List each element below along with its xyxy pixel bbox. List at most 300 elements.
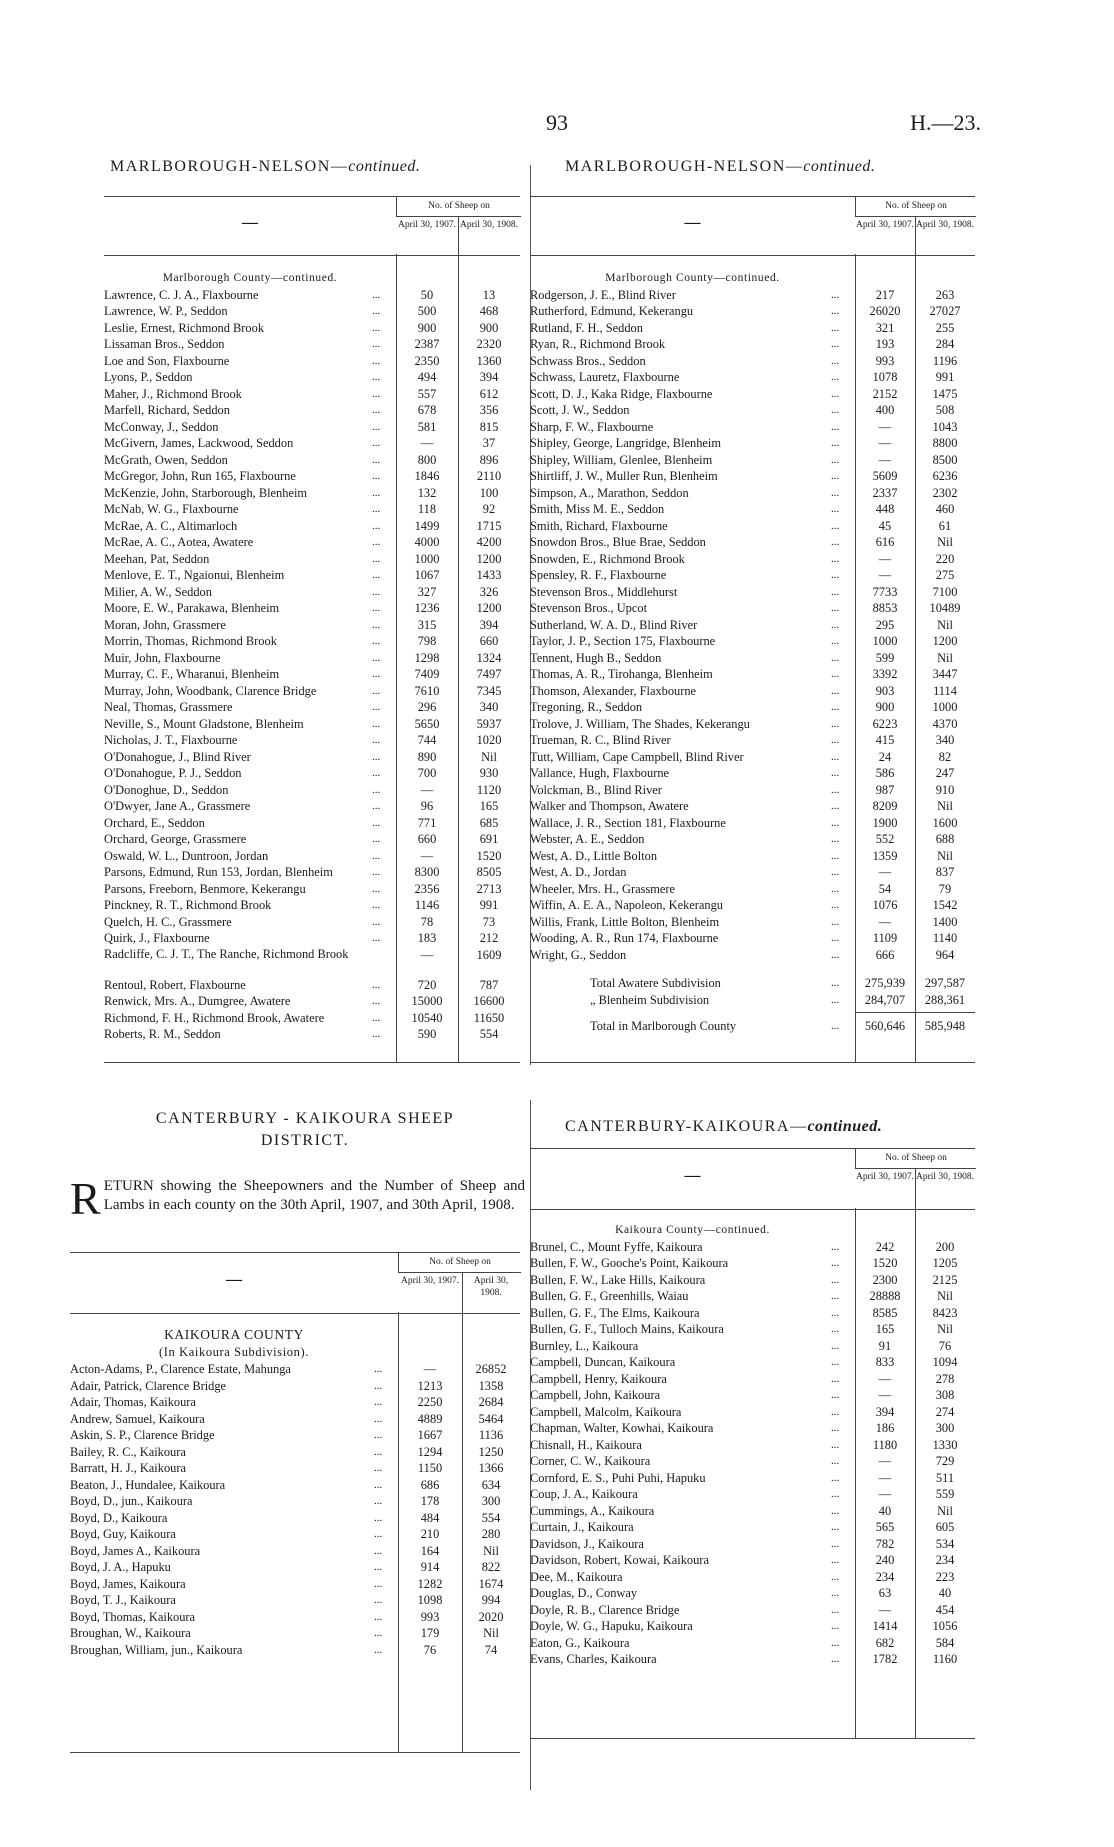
sheep-1908: 16600: [473, 994, 505, 1008]
sheep-1908: 247: [935, 766, 955, 780]
table-row: [530, 798, 975, 815]
table-row: [104, 699, 520, 716]
sheep-1907: 8209: [872, 799, 898, 813]
owner-name: Broughan, William, jun., Kaikoura: [70, 1642, 243, 1657]
table-row: [530, 287, 975, 304]
sheep-1907: —: [878, 1454, 892, 1468]
sheep-1908: 688: [935, 832, 955, 846]
sheep-1907: —: [878, 1487, 892, 1501]
owner-name: McNab, W. G., Flaxbourne: [104, 502, 239, 516]
sheep-1907: 1782: [872, 1652, 898, 1666]
table-row: [530, 567, 975, 584]
leader-dots: ...: [831, 734, 840, 746]
table-bottom-rule: [104, 1062, 520, 1063]
table-row: [530, 1536, 975, 1553]
table-row: [70, 1559, 520, 1576]
leader-dots: ...: [372, 932, 381, 944]
sheep-1908: 74: [484, 1642, 498, 1657]
owner-name: Neal, Thomas, Grassmere: [104, 700, 233, 714]
sheep-1908: 5937: [476, 716, 502, 731]
table-row: [530, 666, 975, 683]
sheep-1907: 586: [875, 766, 895, 780]
leader-dots: ...: [831, 1620, 840, 1632]
sheep-1908: 8500: [932, 452, 958, 467]
sheep-1907: 800: [417, 452, 437, 467]
leader-dots: ...: [831, 1389, 840, 1401]
table-row: [104, 666, 520, 683]
owner-name: Quelch, H. C., Grassmere: [104, 914, 232, 929]
leader-dots: ...: [374, 1462, 383, 1474]
sheep-1907: 4889: [417, 1411, 443, 1426]
leader-dots: ...: [372, 684, 381, 697]
leader-dots: ...: [831, 470, 840, 482]
total-label: „ Blenheim Subdivision: [590, 992, 710, 1007]
sheep-1907: 78: [420, 914, 434, 929]
leader-dots: ...: [372, 800, 381, 812]
table-row: [104, 435, 520, 452]
owner-name: Oswald, W. L., Duntroon, Jordan: [104, 848, 269, 863]
sheep-1908: 2302: [932, 485, 958, 500]
owner-name: Curtain, J., Kaikoura: [530, 1520, 634, 1534]
owner-name: Morrin, Thomas, Richmond Brook: [104, 634, 277, 648]
sheep-1907: 798: [417, 634, 437, 648]
owner-name: Lawrence, W. P., Seddon: [104, 304, 228, 318]
sheep-1907: 700: [417, 766, 437, 780]
total-row: [530, 992, 975, 1009]
sheep-1908: 26852: [475, 1362, 507, 1376]
sheep-1907: 1414: [872, 1619, 898, 1633]
totals-spacer: [530, 963, 975, 975]
owner-name: Wright, G., Seddon: [530, 947, 627, 962]
sheep-1908: 554: [479, 1027, 499, 1041]
owner-name: McConway, J., Seddon: [104, 419, 219, 434]
sheep-1908: 991: [935, 370, 955, 384]
table-row: [530, 1618, 975, 1635]
table-row: [70, 1411, 520, 1428]
table-row: [530, 683, 975, 700]
sheep-1908: 212: [479, 931, 499, 945]
leader-dots: ...: [374, 1610, 383, 1623]
leader-dots: ...: [372, 701, 381, 713]
owner-name: Rentoul, Robert, Flaxbourne: [104, 977, 246, 992]
leader-dots: ...: [831, 816, 840, 829]
leader-dots: ...: [372, 486, 381, 499]
sheep-1907: 394: [875, 1404, 895, 1419]
sheep-1907: 1076: [872, 898, 898, 912]
sheep-1908: 1205: [932, 1256, 958, 1270]
leader-dots: ...: [372, 750, 381, 763]
owner-name: Chisnall, H., Kaikoura: [530, 1437, 642, 1452]
table-row: [530, 831, 975, 848]
owner-name: Bullen, G. F., The Elms, Kaikoura: [530, 1305, 700, 1320]
table-row: [530, 1321, 975, 1338]
sheep-1907: 1298: [414, 650, 440, 665]
owner-name: Bullen, F. W., Gooche's Point, Kaikoura: [530, 1256, 729, 1270]
total-row: [530, 1018, 975, 1035]
owner-name: Wiffin, A. E. A., Napoleon, Kekerangu: [530, 898, 724, 912]
sheep-1908: 1475: [932, 386, 958, 401]
leader-dots: ...: [831, 536, 840, 548]
leader-dots: ...: [374, 1511, 383, 1524]
county-subhead: Marlborough County—continued.: [605, 272, 780, 284]
sheep-1907: 8585: [872, 1305, 898, 1320]
total-1908: 288,361: [924, 992, 966, 1007]
table-row: [530, 435, 975, 452]
sheep-1907: 590: [417, 1027, 437, 1041]
sheep-1907: 183: [417, 931, 437, 945]
sheep-1907: —: [878, 551, 892, 566]
table-row: [530, 864, 975, 881]
sheep-1908: 4200: [476, 535, 502, 549]
owner-name: Adair, Thomas, Kaikoura: [70, 1395, 196, 1409]
sheep-1907: 914: [420, 1560, 440, 1574]
sheep-1908: 2320: [476, 337, 502, 351]
sheep-1908: 1136: [478, 1428, 504, 1442]
table-row: [530, 402, 975, 419]
owner-name: Brunel, C., Mount Fyffe, Kaikoura: [530, 1239, 703, 1254]
sheep-1908: Nil: [937, 535, 953, 549]
section-title-ck-left: CANTERBURY - KAIKOURA SHEEP DISTRICT.: [155, 1110, 455, 1149]
drop-cap: R: [70, 1173, 101, 1224]
owner-name: O'Donoghue, D., Seddon: [104, 782, 229, 797]
owner-name: Smith, Richard, Flaxbourne: [530, 518, 668, 533]
sheep-1908: 1120: [476, 782, 502, 797]
table-row: [104, 683, 520, 700]
sheep-1908: 1200: [932, 634, 958, 648]
table-row: [104, 633, 520, 650]
table-row: [104, 831, 520, 848]
table-row: [530, 501, 975, 518]
owner-name: Murray, C. F., Wharanui, Blenheim: [104, 667, 280, 681]
owner-name: O'Donahogue, P. J., Seddon: [104, 766, 242, 780]
sheep-1907: —: [878, 1388, 892, 1402]
owner-name: Smith, Miss M. E., Seddon: [530, 502, 665, 516]
owner-name: Snowdon Bros., Blue Brae, Seddon: [530, 535, 706, 549]
section-title-mn-left: MARLBOROUGH-NELSON—continued.: [110, 158, 421, 175]
leader-dots: ...: [372, 338, 381, 350]
leader-dots: ...: [831, 1488, 840, 1500]
table-row: [104, 336, 520, 353]
sheep-1907: 771: [417, 815, 437, 830]
county-subhead: Kaikoura County—continued.: [615, 1224, 770, 1236]
table-row: [530, 930, 975, 947]
owner-name: Trolove, J. William, The Shades, Kekerangu: [530, 716, 750, 731]
sheep-1908: 79: [938, 881, 952, 896]
sheep-1907: 616: [875, 535, 895, 549]
leader-dots: ...: [374, 1561, 383, 1573]
sheep-1907: 599: [875, 650, 895, 665]
sheep-1907: —: [878, 914, 892, 929]
sheep-1907: 76: [423, 1642, 437, 1657]
sheep-1908: 1358: [478, 1378, 504, 1393]
leader-dots: ...: [374, 1643, 383, 1656]
sheep-1907: 1282: [417, 1576, 443, 1591]
sheep-1907: 1294: [417, 1444, 443, 1459]
leader-dots: ...: [374, 1429, 383, 1441]
sheep-1907: 10540: [411, 1010, 443, 1025]
leader-dots: ...: [831, 1306, 840, 1319]
leader-dots: ...: [372, 519, 381, 532]
leader-dots: ...: [372, 1011, 381, 1024]
sheep-1907: 295: [875, 617, 895, 632]
sheep-1908: 1330: [932, 1437, 958, 1452]
sheep-1907: 833: [875, 1355, 895, 1369]
sheep-1907: 500: [417, 304, 437, 318]
sheep-1907: 2300: [872, 1272, 898, 1287]
county-subhead: Marlborough County—continued.: [162, 272, 338, 284]
owner-name: Burnley, L., Kaikoura: [530, 1338, 639, 1353]
table-row: [530, 1437, 975, 1454]
sheep-1908: 991: [479, 898, 499, 912]
leader-dots: ...: [831, 569, 840, 581]
table-row: [530, 897, 975, 914]
owner-name: Orchard, E., Seddon: [104, 815, 205, 830]
sheep-1908: 6236: [932, 469, 958, 483]
sheep-1907: 2250: [417, 1395, 443, 1409]
leader-dots: ...: [372, 420, 381, 433]
sheep-1908: 837: [935, 865, 955, 879]
total-1907: 560,646: [864, 1019, 906, 1033]
sheep-1908: 534: [935, 1536, 955, 1551]
sheep-1907: 91: [878, 1338, 892, 1353]
sheep-1907: 186: [875, 1421, 895, 1435]
owner-name: Bullen, F. W., Lake Hills, Kaikoura: [530, 1272, 706, 1287]
owner-name: Coup, J. A., Kaikoura: [530, 1487, 638, 1501]
leader-dots: ...: [831, 833, 840, 845]
owner-name: McGrath, Owen, Seddon: [104, 452, 228, 467]
owner-name: Lissaman Bros., Seddon: [104, 337, 225, 351]
sheep-1908: 1433: [476, 568, 502, 582]
sheep-1908: 1250: [478, 1444, 504, 1459]
owner-name: Maher, J., Richmond Brook: [104, 386, 242, 401]
sheep-1908: 394: [479, 370, 499, 384]
table-row: [104, 914, 520, 931]
table-row: [530, 303, 975, 320]
owner-name: Chapman, Walter, Kowhai, Kaikoura: [530, 1421, 714, 1435]
table-row: [104, 501, 520, 518]
table-row: [70, 1526, 520, 1543]
owner-name: O'Donahogue, J., Blind River: [104, 749, 251, 764]
sheep-1908: 685: [479, 815, 499, 830]
sheep-1908: 454: [935, 1602, 955, 1617]
leader-dots: ...: [831, 1455, 840, 1467]
table-body: [530, 270, 975, 1035]
leader-dots: ...: [831, 1339, 840, 1352]
sheep-1907: 1067: [414, 568, 440, 582]
owner-name: Loe and Son, Flaxbourne: [104, 353, 230, 368]
sheep-1907: 744: [417, 733, 437, 747]
owner-name: Davidson, J., Kaikoura: [530, 1536, 644, 1551]
header-sheep-on: No. of Sheep on: [396, 196, 521, 217]
table-row: [530, 1486, 975, 1503]
owner-name: West, A. D., Little Bolton: [530, 848, 658, 863]
sheep-1908: 1056: [932, 1619, 958, 1633]
owner-name: Eaton, G., Kaikoura: [530, 1635, 630, 1650]
leader-dots: ...: [831, 1554, 840, 1566]
leader-dots: ...: [372, 866, 381, 878]
sheep-1907: 54: [878, 881, 892, 896]
sheep-1908: 930: [479, 766, 499, 780]
owner-name: Bullen, G. F., Greenhills, Waiau: [530, 1289, 689, 1303]
leader-dots: ...: [831, 519, 840, 532]
sheep-1908: 8800: [932, 436, 958, 450]
table-row: [104, 1026, 520, 1043]
sheep-1908: 326: [479, 584, 499, 599]
table-row: [70, 1576, 520, 1593]
sheep-1907: —: [878, 1470, 892, 1485]
table-row: [104, 303, 520, 320]
table-row: [530, 1272, 975, 1289]
leader-dots: ...: [372, 995, 381, 1007]
leader-dots: ...: [831, 915, 840, 928]
owner-name: Parsons, Freeborn, Benmore, Kekerangu: [104, 881, 306, 896]
owner-name: McRae, A. C., Aotea, Awatere: [104, 535, 254, 549]
sheep-1907: —: [423, 1362, 437, 1376]
sheep-1907: 6223: [872, 716, 898, 731]
table-row: [104, 716, 520, 733]
leader-dots: ...: [372, 536, 381, 548]
sheep-1908: 278: [935, 1371, 955, 1386]
table-row: [530, 353, 975, 370]
sheep-1907: 1499: [414, 518, 440, 533]
sheep-1908: 822: [481, 1560, 501, 1574]
sheep-1907: 1146: [414, 898, 440, 912]
owner-name: Wallace, J. R., Section 181, Flaxbourne: [530, 815, 726, 830]
leader-dots: ...: [374, 1495, 383, 1507]
section-title-mn-right: MARLBOROUGH-NELSON—continued.: [565, 158, 876, 175]
owner-name: Neville, S., Mount Gladstone, Blenheim: [104, 716, 304, 731]
table-row: [104, 485, 520, 502]
header-separator: [915, 1168, 916, 1208]
leader-dots: ...: [374, 1528, 383, 1540]
table-body: [530, 1222, 975, 1668]
sheep-1908: 394: [479, 617, 499, 632]
leader-dots: ...: [831, 1356, 840, 1368]
sheep-1907: 565: [875, 1520, 895, 1534]
table-row: [104, 386, 520, 403]
leader-dots: ...: [831, 1240, 840, 1253]
sheep-1907: 448: [875, 502, 895, 516]
owner-name: McGivern, James, Lackwood, Seddon: [104, 436, 294, 450]
sheep-1908: 815: [479, 419, 499, 434]
owner-name: Ryan, R., Richmond Brook: [530, 337, 666, 351]
leader-dots: ...: [831, 371, 840, 383]
sheep-1908: 1609: [476, 947, 502, 962]
owner-name: Rutherford, Edmund, Kekerangu: [530, 304, 694, 318]
leader-dots: ...: [372, 354, 381, 367]
leader-dots: ...: [831, 404, 840, 416]
leader-dots: ...: [831, 618, 840, 631]
owner-name: Campbell, Duncan, Kaikoura: [530, 1355, 676, 1369]
leader-dots: ...: [831, 932, 840, 944]
table-bottom-rule: [530, 1738, 975, 1739]
owner-name: Bullen, G. F., Tulloch Mains, Kaikoura: [530, 1322, 724, 1336]
leader-dots: ...: [831, 750, 840, 763]
owner-name: Boyd, D., Kaikoura: [70, 1510, 168, 1525]
table-row: [104, 947, 520, 977]
table-row: [530, 1420, 975, 1437]
sheep-1908: 340: [935, 733, 955, 747]
table-row: [104, 468, 520, 485]
sheep-1907: 217: [875, 287, 895, 302]
table-row: [530, 468, 975, 485]
table-row: [530, 369, 975, 386]
sheep-1907: 96: [420, 799, 434, 813]
sheep-1908: 4370: [932, 716, 958, 731]
table-row: [530, 1338, 975, 1355]
header-separator: [458, 216, 459, 254]
leader-dots: ...: [831, 288, 840, 301]
sheep-1907: 1109: [872, 931, 898, 945]
sheep-1907: —: [878, 568, 892, 582]
sheep-1908: 280: [481, 1527, 501, 1541]
owner-name: Cornford, E. S., Puhi Puhi, Hapuku: [530, 1470, 706, 1485]
leader-dots: ...: [831, 437, 840, 449]
table-row: [530, 650, 975, 667]
table-row: [70, 1609, 520, 1626]
sheep-1907: 1236: [414, 601, 440, 615]
leader-dots: ...: [372, 470, 381, 482]
table-row: [530, 1635, 975, 1652]
owner-name: Campbell, Henry, Kaikoura: [530, 1371, 667, 1386]
table-row: [104, 864, 520, 881]
leader-dots: ...: [372, 668, 381, 680]
leader-dots: ...: [831, 453, 840, 466]
totals-rule: [530, 1008, 975, 1018]
owner-name: Pinckney, R. T., Richmond Brook: [104, 898, 272, 912]
sheep-1908: 234: [935, 1553, 955, 1567]
sheep-1907: 1520: [872, 1256, 898, 1270]
header-sheep-on: No. of Sheep on: [855, 196, 976, 217]
sheep-1907: 327: [417, 584, 437, 599]
leader-dots: ...: [831, 899, 840, 911]
sheep-1908: 1160: [932, 1652, 958, 1666]
owner-name: Quirk, J., Flaxbourne: [104, 931, 210, 945]
leader-dots: ...: [372, 783, 381, 796]
leader-dots: ...: [372, 453, 381, 466]
sheep-1907: 193: [875, 337, 895, 351]
sheep-1908: 92: [482, 502, 496, 516]
owner-name: Richmond, F. H., Richmond Brook, Awatere: [104, 1010, 325, 1025]
table-row: [104, 897, 520, 914]
sheep-1907: 900: [417, 320, 437, 335]
owner-name: Murray, John, Woodbank, Clarence Bridge: [104, 683, 317, 698]
leader-dots: ...: [831, 602, 840, 614]
leader-dots: ...: [831, 1504, 840, 1517]
sheep-1908: 787: [479, 977, 499, 992]
sheep-1907: 900: [875, 700, 895, 714]
leader-dots: ...: [374, 1577, 383, 1590]
sheep-1908: 1366: [478, 1461, 504, 1475]
leader-dots: ...: [372, 503, 381, 515]
table-row: [104, 765, 520, 782]
sheep-1907: 50: [420, 287, 434, 302]
leader-dots: ...: [372, 585, 381, 598]
sheep-1907: 782: [875, 1536, 895, 1551]
owner-name: Scott, J. W., Seddon: [530, 403, 630, 417]
sheep-1908: Nil: [937, 617, 953, 632]
leader-dots: ...: [831, 305, 840, 317]
leader-dots: ...: [831, 585, 840, 598]
leader-dots: ...: [831, 977, 840, 989]
leader-dots: ...: [831, 1257, 840, 1269]
leader-dots: ...: [372, 978, 381, 991]
table-row: [104, 419, 520, 436]
table-row: [530, 1470, 975, 1487]
table-row: [530, 1602, 975, 1619]
table-row: [70, 1378, 520, 1395]
header-separator: [915, 216, 916, 254]
